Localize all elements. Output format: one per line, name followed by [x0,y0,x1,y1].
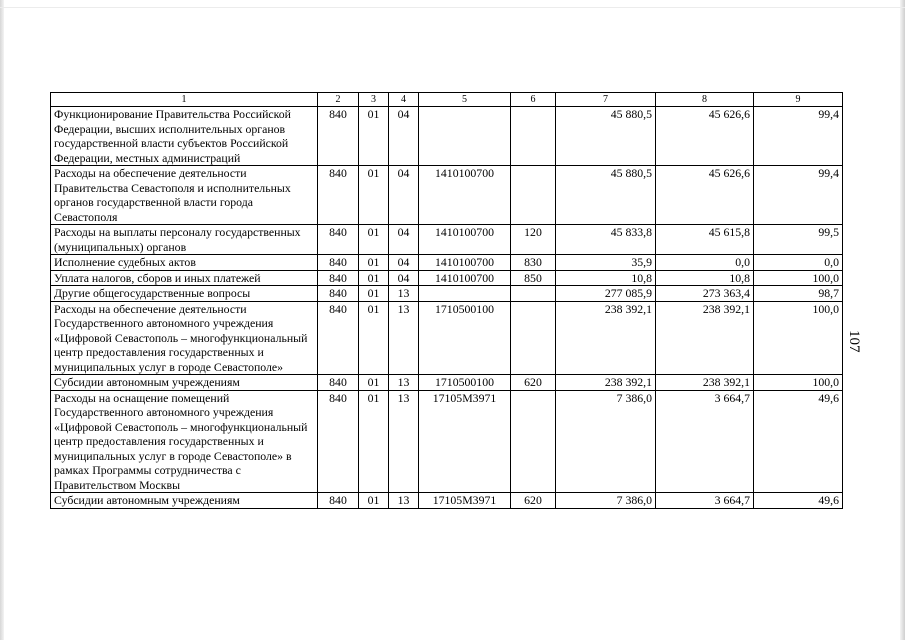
ved-code-cell: 840 [318,390,359,493]
percent-cell: 0,0 [754,255,843,271]
row-name-cell: Субсидии автономным учреждениям [51,375,318,391]
expense-type-cell: 620 [511,375,556,391]
header-cell: 7 [556,93,656,107]
row-name-cell: Функционирование Правительства Российской Федерации, высших исполнительных органов государственной власти субъектов Российской Федерации, местных администраций [51,107,318,166]
table-header-row [51,93,843,107]
section-code-cell: 01 [359,375,389,391]
header-cell: 4 [389,93,419,107]
header-cell: 2 [318,93,359,107]
actual-amount-cell: 45 626,6 [656,166,754,225]
actual-amount-cell: 45 615,8 [656,225,754,255]
target-article-cell: 1410100700 [419,270,511,286]
percent-cell: 100,0 [754,270,843,286]
header-cell: 6 [511,93,556,107]
subsection-code-cell: 13 [389,375,419,391]
scan-line-top [0,7,905,8]
table-row [51,166,843,225]
target-article-cell: 1410100700 [419,255,511,271]
row-name-cell: Другие общегосударственные вопросы [51,286,318,302]
scan-edge-left [0,0,4,640]
table-row [51,225,843,255]
subsection-code-cell: 04 [389,225,419,255]
target-article-cell: 1410100700 [419,225,511,255]
ved-code-cell: 840 [318,375,359,391]
ved-code-cell: 840 [318,301,359,375]
target-article-cell: 17105M3971 [419,390,511,493]
percent-cell: 98,7 [754,286,843,302]
table-row [51,301,843,375]
expense-type-cell [511,107,556,166]
target-article-cell: 17105M3971 [419,493,511,509]
section-code-cell: 01 [359,390,389,493]
actual-amount-cell: 0,0 [656,255,754,271]
table-row [51,375,843,391]
ved-code-cell: 840 [318,270,359,286]
table-body [51,93,843,509]
expense-type-cell: 830 [511,255,556,271]
page-number: 107 [846,330,862,353]
subsection-code-cell: 04 [389,166,419,225]
ved-code-cell: 840 [318,493,359,509]
table-row [51,493,843,509]
percent-cell: 100,0 [754,375,843,391]
table-row [51,390,843,493]
subsection-code-cell: 13 [389,286,419,302]
target-article-cell [419,107,511,166]
ved-code-cell: 840 [318,225,359,255]
expense-type-cell [511,390,556,493]
subsection-code-cell: 13 [389,493,419,509]
target-article-cell: 1710500100 [419,375,511,391]
section-code-cell: 01 [359,493,389,509]
row-name-cell: Расходы на оснащение помещений Государственного автономного учреждения «Цифровой Севастополь – многофункциональный центр предоставления государственных и муниципальных услуг в городе Севастополе» в рамках Программы сотрудничества с Правительством Москвы [51,390,318,493]
plan-amount-cell: 45 833,8 [556,225,656,255]
header-cell: 5 [419,93,511,107]
plan-amount-cell: 45 880,5 [556,107,656,166]
target-article-cell: 1410100700 [419,166,511,225]
section-code-cell: 01 [359,286,389,302]
ved-code-cell: 840 [318,255,359,271]
row-name-cell: Уплата налогов, сборов и иных платежей [51,270,318,286]
expense-type-cell: 850 [511,270,556,286]
actual-amount-cell: 3 664,7 [656,390,754,493]
actual-amount-cell: 238 392,1 [656,301,754,375]
plan-amount-cell: 277 085,9 [556,286,656,302]
expense-type-cell [511,166,556,225]
actual-amount-cell: 3 664,7 [656,493,754,509]
row-name-cell: Субсидии автономным учреждениям [51,493,318,509]
row-name-cell: Расходы на обеспечение деятельности Государственного автономного учреждения «Цифровой Севастополь – многофункциональный центр предоставления государственных и муниципальных услуг в городе Севастополе» [51,301,318,375]
actual-amount-cell: 238 392,1 [656,375,754,391]
percent-cell: 99,4 [754,166,843,225]
expense-type-cell: 620 [511,493,556,509]
expense-type-cell: 120 [511,225,556,255]
ved-code-cell: 840 [318,107,359,166]
section-code-cell: 01 [359,107,389,166]
expense-type-cell [511,301,556,375]
table-row [51,107,843,166]
subsection-code-cell: 04 [389,270,419,286]
percent-cell: 99,5 [754,225,843,255]
section-code-cell: 01 [359,301,389,375]
actual-amount-cell: 10,8 [656,270,754,286]
plan-amount-cell: 10,8 [556,270,656,286]
header-cell: 9 [754,93,843,107]
table-row [51,286,843,302]
header-cell: 8 [656,93,754,107]
plan-amount-cell: 7 386,0 [556,390,656,493]
row-name-cell: Расходы на обеспечение деятельности Правительства Севастополя и исполнительных органов государственной власти города Севастополя [51,166,318,225]
row-name-cell: Расходы на выплаты персоналу государственных (муниципальных) органов [51,225,318,255]
header-cell: 1 [51,93,318,107]
actual-amount-cell: 45 626,6 [656,107,754,166]
percent-cell: 99,4 [754,107,843,166]
percent-cell: 49,6 [754,493,843,509]
section-code-cell: 01 [359,225,389,255]
plan-amount-cell: 35,9 [556,255,656,271]
section-code-cell: 01 [359,270,389,286]
target-article-cell [419,286,511,302]
plan-amount-cell: 45 880,5 [556,166,656,225]
actual-amount-cell: 273 363,4 [656,286,754,302]
table-row [51,255,843,271]
target-article-cell: 1710500100 [419,301,511,375]
header-cell: 3 [359,93,389,107]
budget-table [50,92,843,509]
plan-amount-cell: 7 386,0 [556,493,656,509]
percent-cell: 100,0 [754,301,843,375]
section-code-cell: 01 [359,255,389,271]
subsection-code-cell: 04 [389,107,419,166]
ved-code-cell: 840 [318,166,359,225]
subsection-code-cell: 13 [389,301,419,375]
plan-amount-cell: 238 392,1 [556,375,656,391]
table-row [51,270,843,286]
expense-type-cell [511,286,556,302]
ved-code-cell: 840 [318,286,359,302]
section-code-cell: 01 [359,166,389,225]
percent-cell: 49,6 [754,390,843,493]
scan-edge-right [900,0,905,640]
row-name-cell: Исполнение судебных актов [51,255,318,271]
subsection-code-cell: 04 [389,255,419,271]
plan-amount-cell: 238 392,1 [556,301,656,375]
subsection-code-cell: 13 [389,390,419,493]
